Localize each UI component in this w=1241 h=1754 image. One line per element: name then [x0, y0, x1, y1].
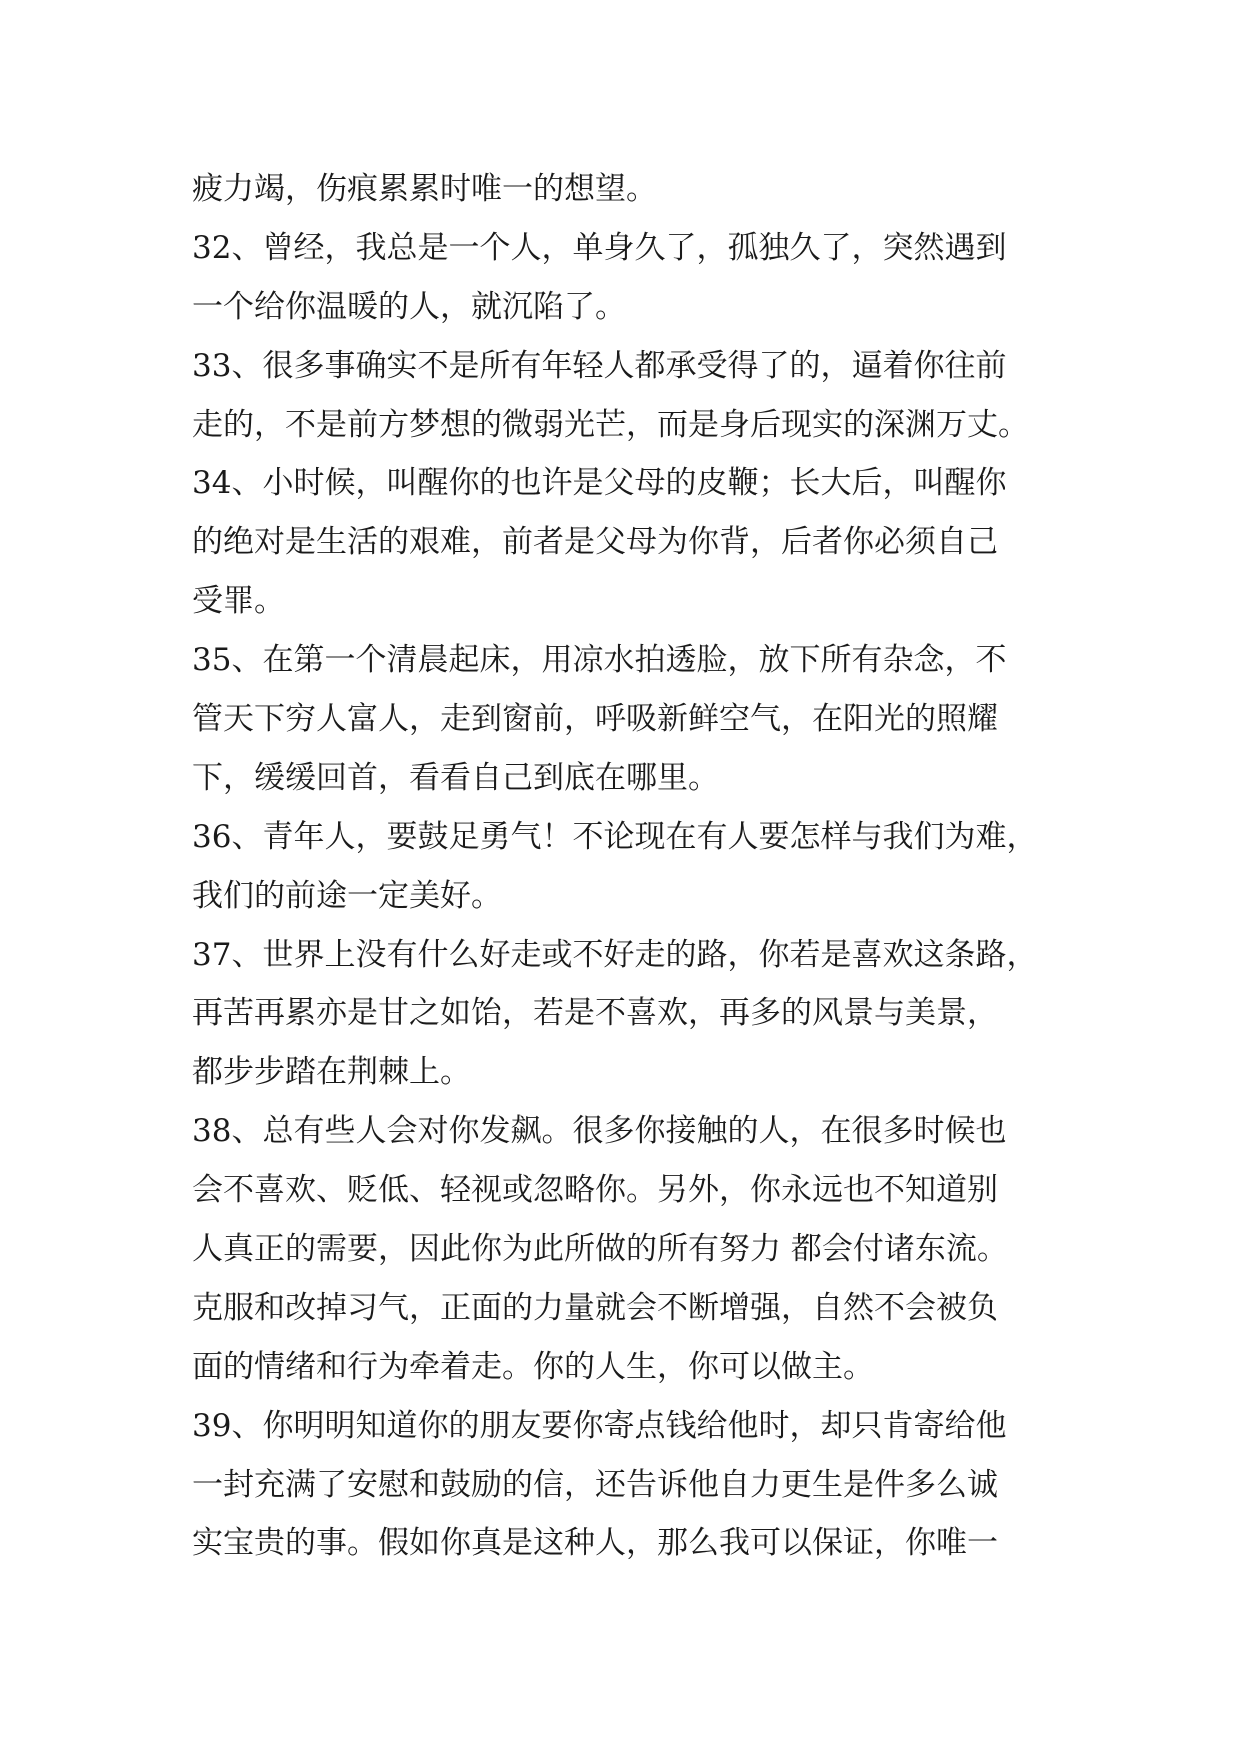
text-line: 再苦再累亦是甘之如饴，若是不喜欢，再多的风景与美景， — [192, 995, 998, 1032]
text-line: 面的情绪和行为牵着走。你的人生，你可以做主。 — [192, 1348, 874, 1385]
text-line: 会不喜欢、贬低、轻视或忽略你。另外，你永远也不知道别 — [192, 1172, 998, 1209]
text-line: 34、小时候，叫醒你的也许是父母的皮鞭；长大后，叫醒你 — [192, 465, 1007, 502]
text-line: 实宝贵的事。假如你真是这种人，那么我可以保证，你唯一 — [192, 1525, 998, 1562]
text-line: 39、你明明知道你的朋友要你寄点钱给他时，却只肯寄给他 — [192, 1407, 1007, 1444]
text-line: 我们的前途一定美好。 — [192, 877, 502, 914]
body-text — [192, 160, 1072, 1573]
text-line: 下，缓缓回首，看看自己到底在哪里。 — [192, 759, 719, 796]
text-line: 一个给你温暖的人，就沉陷了。 — [192, 288, 626, 325]
text-line: 管天下穷人富人，走到窗前，呼吸新鲜空气，在阳光的照耀 — [192, 701, 998, 738]
text-line: 33、很多事确实不是所有年轻人都承受得了的，逼着你往前 — [192, 347, 1007, 384]
text-line: 走的，不是前方梦想的微弱光芒，而是身后现实的深渊万丈。 — [192, 406, 1029, 443]
text-line: 32、曾经，我总是一个人，单身久了，孤独久了，突然遇到 — [192, 229, 1007, 266]
text-line: 人真正的需要，因此你为此所做的所有努力 都会付诸东流。 — [192, 1231, 1008, 1268]
text-line: 受罪。 — [192, 583, 285, 620]
text-line: 克服和改掉习气，正面的力量就会不断增强，自然不会被负 — [192, 1289, 998, 1326]
text-line: 的绝对是生活的艰难，前者是父母为你背，后者你必须自己 — [192, 524, 998, 561]
text-line: 38、总有些人会对你发飙。很多你接触的人，在很多时候也 — [192, 1113, 1007, 1150]
text-line: 都步步踏在荆棘上。 — [192, 1054, 471, 1091]
text-line: 一封充满了安慰和鼓励的信，还告诉他自力更生是件多么诚 — [192, 1466, 998, 1503]
text-line: 疲力竭，伤痕累累时唯一的想望。 — [192, 171, 657, 207]
text-line: 35、在第一个清晨起床，用凉水拍透脸，放下所有杂念，不 — [192, 642, 1007, 679]
text-line: 36、青年人，要鼓足勇气！不论现在有人要怎样与我们为难， — [192, 818, 1038, 855]
text-line: 37、世界上没有什么好走或不好走的路，你若是喜欢这条路， — [192, 936, 1038, 973]
